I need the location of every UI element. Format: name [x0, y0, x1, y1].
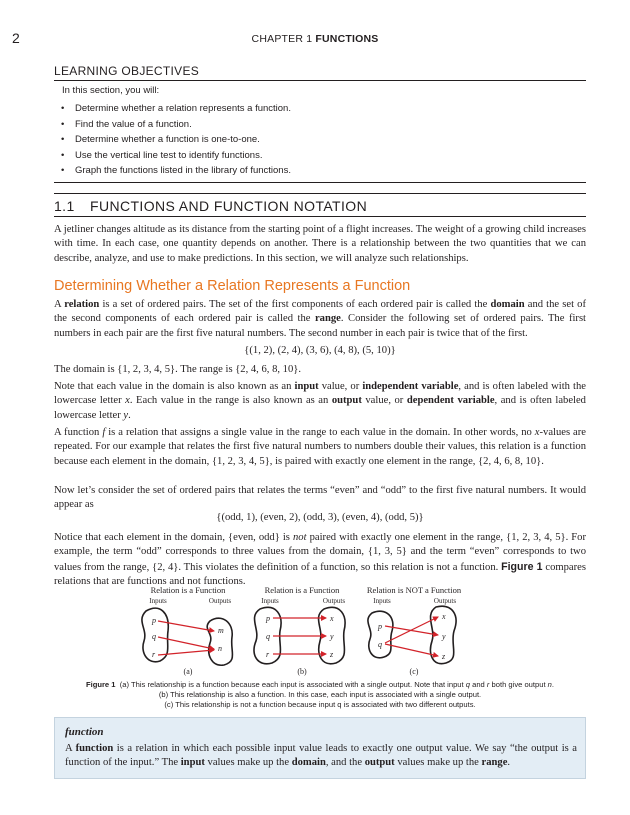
inputs-label: Inputs — [373, 597, 391, 605]
output-label: z — [330, 650, 334, 659]
panel-title: Relation is a Function — [150, 585, 226, 595]
paragraph-relation: A relation is a set of ordered pairs. The set of the first components of each ordered pair is called the domain and the set of the second components of each ordered pair is called the range. Consider the following set of ordered pairs. The first numbers in each pair are the first five natural numbers. The second number in each pair is twice that of the first. — [54, 299, 587, 339]
input-label: p — [152, 616, 156, 625]
output-label: m — [218, 626, 224, 635]
inputs-label: Inputs — [261, 597, 279, 605]
ordered-pairs-set: {(1, 2), (2, 4), (3, 6), (4, 8), (5, 10)} — [244, 345, 396, 356]
figure-caption-line-3: (c) This relationship is not a function because input q is associated with two different outputs. — [164, 700, 476, 709]
input-label: r — [266, 650, 270, 659]
figure-panel-c — [367, 585, 462, 676]
input-label: p — [266, 614, 270, 623]
output-label: x — [330, 614, 334, 623]
paragraph-function: A function f is a relation that assigns a single value in the range to each value in the domain. In other words, no x-values are repeated. For our example that relates the first five natural numbers to numbers double their values, this relation is a function because each element in the domain, {1, 2, 3, 4, 5}, is paired with exactly one element in the range, {2, 4, 6, 8, 10}. — [54, 427, 586, 467]
panel-title: Relation is a Function — [264, 585, 340, 595]
ordered-pairs-set-2: {(odd, 1), (even, 2), (odd, 3), (even, 4), (odd, 5)} — [216, 512, 424, 523]
paragraph-not-function: Notice that each element in the domain, {even, odd} is not paired with exactly one element in the range, {1, 2, 3, 4, 5}. For example, the term “odd” corresponds to three values from the domain, {1, 3, 5} and the term “even” corresponds to two values from the range, {2, 4}. This violates the definition of a function, so this relation is not a function. Figure 1 compares relations that are functions and not functions. — [54, 532, 587, 588]
chapter-title: FUNCTIONS — [315, 33, 379, 45]
outputs-label: Outputs — [322, 597, 346, 605]
learning-objectives-intro: In this section, you will: — [62, 85, 160, 96]
definition-box — [54, 717, 586, 779]
figure-panel-b — [254, 585, 345, 676]
definition-title: function — [65, 726, 104, 738]
section-title — [54, 198, 367, 214]
inputs-label: Inputs — [149, 597, 167, 605]
output-label: z — [442, 652, 446, 661]
input-set-blob — [368, 611, 393, 658]
subheading: Determining Whether a Relation Represents a Function — [54, 278, 411, 294]
output-label: y — [442, 632, 446, 641]
outputs-label: Outputs — [433, 597, 457, 605]
section-title-text: FUNCTIONS AND FUNCTION NOTATION — [90, 198, 368, 214]
list-item: • Determine whether a function is one-to-one. — [61, 134, 260, 146]
chapter-header — [0, 33, 630, 45]
input-label: p — [378, 622, 382, 631]
list-item: • Graph the functions listed in the library of functions. — [61, 165, 291, 177]
learning-objectives-list — [61, 101, 291, 179]
input-label: q — [378, 640, 382, 649]
divider — [54, 80, 586, 81]
definition-text: A function is a relation in which each possible input value leads to exactly one output value. We say “the output is a function of the input.” The input values make up the domain, and the output values make up the range. — [65, 743, 577, 769]
intro-paragraph: A jetliner changes altitude as its distance from the starting point of a flight increases. The weight of a growing child increases with time. In each case, one quantity depends on another. There is a relationship between the two quantities that we can describe, analyze, and use to make predictions. In this section, we will analyze such relationships. — [54, 224, 586, 264]
page-number: 2 — [12, 30, 20, 46]
section-number: 1.1 — [54, 198, 75, 214]
paragraph-even-odd: Now let’s consider the set of ordered pairs that relates the terms “even” and “odd” to the first five natural numbers. It would appear as — [54, 485, 586, 511]
output-label: x — [442, 612, 446, 621]
mapping-arrow — [158, 621, 214, 631]
panel-title: Relation is NOT a Function — [366, 585, 462, 595]
divider — [54, 182, 586, 183]
divider — [54, 216, 586, 217]
input-label: q — [266, 632, 270, 641]
input-label: r — [152, 650, 156, 659]
panel-tag: (b) — [297, 667, 307, 676]
list-item: • Use the vertical line test to identify functions. — [61, 149, 263, 161]
chapter-label: CHAPTER 1 — [251, 33, 313, 45]
figure-panel-a — [142, 585, 233, 676]
learning-objectives-title: LEARNING OBJECTIVES — [54, 64, 200, 78]
mapping-arrow — [158, 650, 214, 655]
figure-caption-line-1: Figure 1 (a) This relationship is a function because each input is associated with a single output. Note that input q and r both give output n. — [85, 680, 555, 689]
outputs-label: Outputs — [208, 597, 232, 605]
paragraph-input-output: Note that each value in the domain is also known as an input value, or independent variable, and is often labeled with the lowercase letter x. Each value in the range is also known as an output value, or dependent variable, and is often labeled lowercase letter y. — [54, 381, 586, 421]
input-label: q — [152, 632, 156, 641]
figure-1-diagram — [130, 583, 490, 678]
list-item: • Determine whether a relation represents a function. — [61, 103, 291, 114]
panel-tag: (c) — [409, 667, 419, 676]
divider — [54, 193, 586, 194]
figure-caption-line-2: (b) This relationship is also a function. In this case, each input is associated with a single output. — [158, 690, 482, 699]
domain-range-statement: The domain is {1, 2, 3, 4, 5}. The range is {2, 4, 6, 8, 10}. — [54, 364, 301, 375]
output-label: n — [218, 644, 222, 653]
mapping-arrow — [158, 637, 214, 649]
panel-tag: (a) — [183, 667, 193, 676]
output-label: y — [330, 632, 334, 641]
list-item: • Find the value of a function. — [61, 118, 192, 130]
